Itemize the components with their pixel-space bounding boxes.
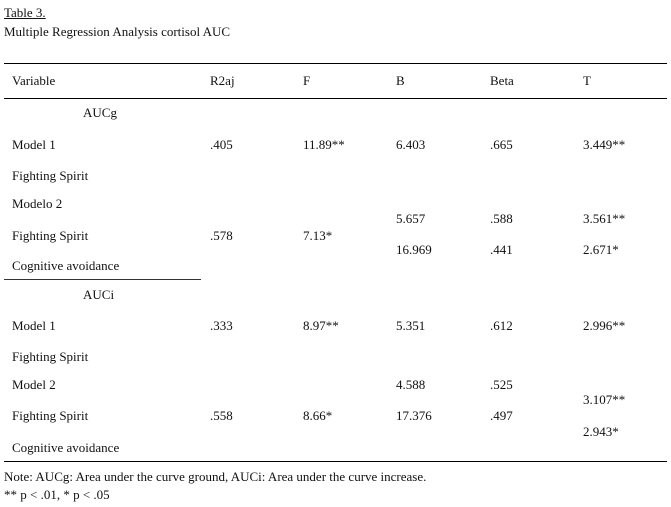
bottom-rule [4,461,667,462]
cell-b: 4.588 [396,377,426,392]
predictor-label: Cognitive avoidance [12,258,120,273]
section-heading-auci: AUCi [83,287,115,302]
cell-t: 2.996** [583,318,626,333]
cell-beta: .612 [490,318,513,333]
cell-b: 5.657 [396,211,426,226]
header-r2aj: R2aj [210,73,235,88]
cell-b: 17.376 [396,408,432,423]
cell-beta: .588 [490,211,513,226]
header-variable: Variable [12,73,56,88]
cell-t: 2.943* [583,424,619,439]
header-f: F [303,73,311,88]
section-heading-aucg: AUCg [83,105,117,120]
cell-r2aj: .558 [210,408,233,423]
cell-r2aj: .333 [210,318,233,333]
header-t: T [583,73,591,88]
cell-t: 3.449** [583,137,626,152]
cell-f: 8.97** [303,318,339,333]
cell-f: 7.13* [303,228,333,243]
cell-r2aj: .405 [210,137,233,152]
cell-beta: .525 [490,377,513,392]
cell-b: 6.403 [396,137,426,152]
cell-beta: .497 [490,408,513,423]
cell-t: 3.107** [583,392,626,407]
predictor-label: Fighting Spirit [12,408,89,423]
cell-beta: .665 [490,137,513,152]
cell-b: 5.351 [396,318,426,333]
top-rule [4,63,667,64]
cell-r2aj: .578 [210,228,233,243]
model-name: Model 2 [12,377,56,392]
table-note: Note: AUCg: Area under the curve ground, AUCi: Area under the curve increase. [4,469,427,484]
section-divider [4,279,201,280]
cell-f: 11.89** [303,137,345,152]
cell-t: 3.561** [583,211,626,226]
predictor-label: Fighting Spirit [12,168,89,183]
cell-f: 8.66* [303,408,333,423]
model-name: Model 1 [12,137,56,152]
significance-note: ** p < .01, * p < .05 [4,487,110,502]
table-label: Table 3. [4,5,46,20]
cell-beta: .441 [490,242,513,257]
predictor-label: Cognitive avoidance [12,440,120,455]
model-name: Model 1 [12,318,56,333]
table-title: Multiple Regression Analysis cortisol AUC [4,24,231,39]
header-b: B [396,73,405,88]
predictor-label: Fighting Spirit [12,349,89,364]
header-beta: Beta [490,73,514,88]
model-name: Modelo 2 [12,196,63,211]
predictor-label: Fighting Spirit [12,228,89,243]
header-rule [4,98,667,99]
cell-t: 2.671* [583,242,619,257]
cell-b: 16.969 [396,242,432,257]
